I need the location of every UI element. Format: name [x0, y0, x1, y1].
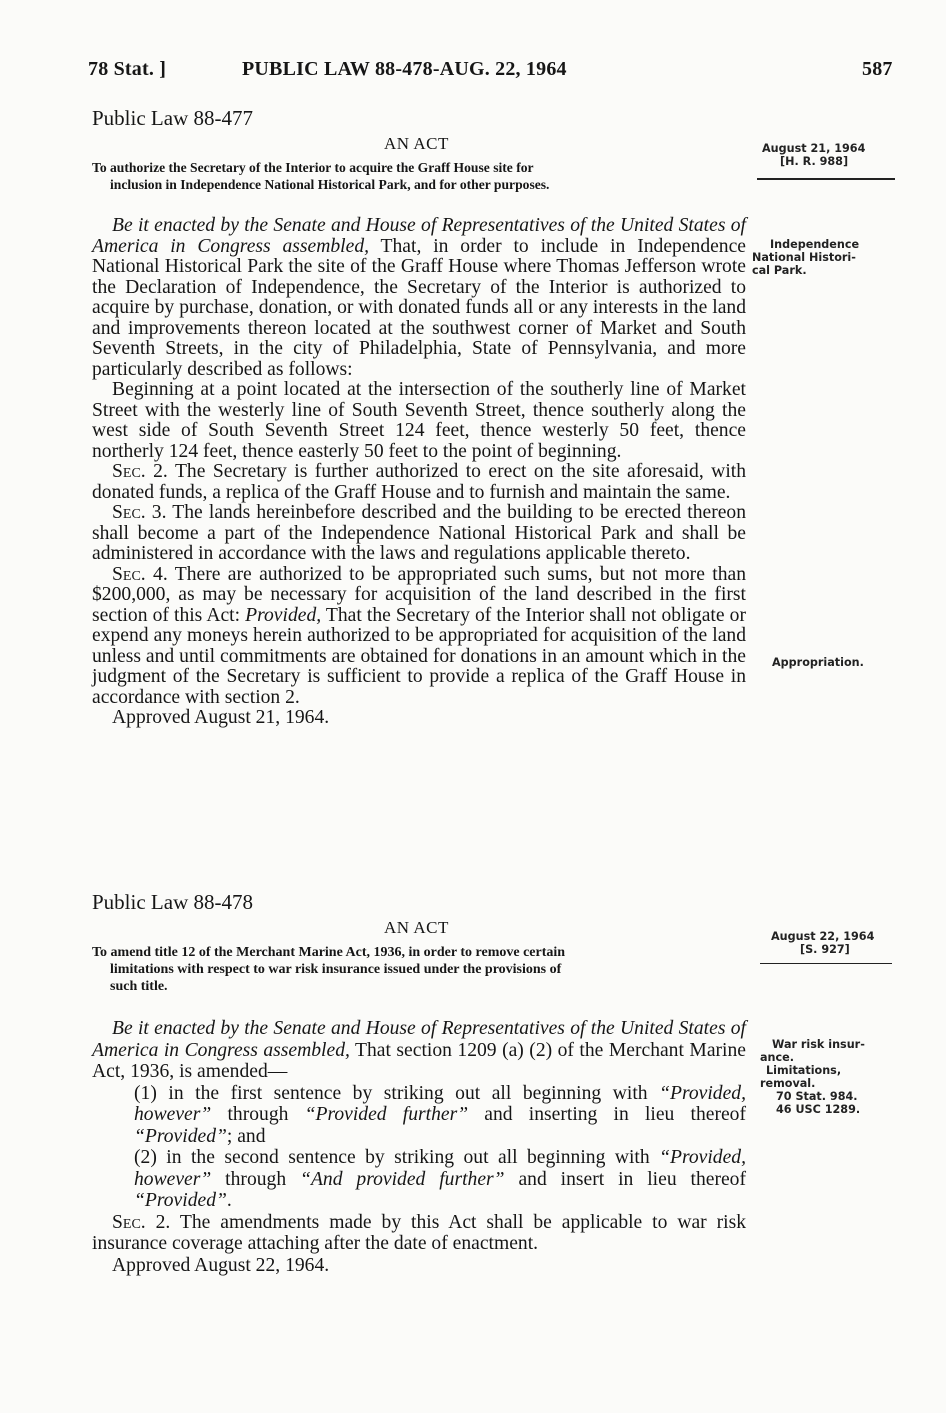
law1-sec4-provided: Provided,: [245, 604, 322, 626]
law2-approved: Approved August 22, 1964.: [112, 1254, 330, 1276]
law2-margin-date: August 22, 1964: [771, 930, 875, 943]
law1-purpose-line1: To authorize the Secretary of the Interior to acquire the Graff House site for: [92, 160, 534, 175]
law1-para1: That, in order to include in Independence National Historical Park the site of the Graff House where Thomas Jefferson wrote the Declaration of Independence, the Secretary of the Interior is authorized to acquire by purchase, donation, or with donated funds all or any interests in the land and improvements thereon located at the southwest corner of Market and South Seventh Streets, in the city of Philadelphia, State of Pennsylvania, and more particularly described as follows:: [92, 235, 746, 380]
law1-margin-rule: [757, 178, 895, 180]
law1-sec3-text: The lands hereinbefore described and the building to be erected thereon shall become a part of the Independence National Historical Park and shall be administered in accordance with the laws and regulations applicable thereto.: [92, 502, 747, 564]
law1-sec2-label: Sec. 2.: [112, 461, 168, 482]
law1-margin-bill: [H. R. 988]: [780, 155, 849, 168]
running-header-title: PUBLIC LAW 88-478-AUG. 22, 1964: [242, 58, 567, 80]
law2-item2-b: through: [211, 1168, 301, 1190]
law2-item2-c: and insert in lieu thereof: [504, 1168, 746, 1190]
law2-item1-it2: “Provided further”: [304, 1104, 469, 1125]
law1-sec3-label: Sec. 3.: [112, 502, 167, 523]
law2-margin-topic1: War risk insur-: [772, 1038, 865, 1051]
law1-purpose: [92, 159, 752, 193]
law2-item2: [92, 1147, 746, 1212]
law2-margin-bill: [S. 927]: [800, 943, 850, 956]
law1-margin-appropriation: Appropriation.: [772, 656, 864, 669]
law1-approved: Approved August 21, 1964.: [112, 707, 330, 728]
law2-body: [92, 1018, 746, 1276]
law1-sec4-label: Sec. 4.: [112, 563, 168, 585]
law2-margin-rule: [760, 963, 892, 964]
law2-item1-b: through: [211, 1104, 305, 1125]
law2-title: Public Law 88-478: [92, 890, 253, 914]
law2-sec2: [92, 1212, 746, 1255]
law2-item2-d: .: [226, 1190, 232, 1211]
law2-item2-it3: “Provided”: [134, 1190, 227, 1211]
law2-item1-d: ; and: [226, 1125, 266, 1147]
law1-title: Public Law 88-477: [92, 106, 253, 130]
law1-enacting-clause: [92, 216, 746, 380]
law1-sec4-text-a: There are authorized to be appropriated such sums, but not more than $200,000, as may be necessary for acquisition of the land described in the first section of this Act:: [92, 563, 746, 626]
law2-margin-topic2: ance.: [760, 1051, 794, 1064]
law1-enact-italic: Be it enacted by the Senate and House of Representatives of the United States of America in Congress assembled,: [92, 215, 746, 257]
law2-purpose-line2: limitations with respect to war risk insurance issued under the provisions of: [110, 962, 562, 977]
law1-sec2: [92, 462, 746, 503]
law2-sec2-text: The amendments made by this Act shall be applicable to war risk insurance coverage attaching after the date of enactment.: [92, 1211, 747, 1254]
law1-sec2-text: The Secretary is further authorized to erect on the site aforesaid, with donated funds, a replica of the Graff House and to furnish and maintain the same.: [92, 461, 746, 503]
law1-para2: Beginning at a point located at the intersection of the southerly line of Market Street with the westerly line of South Seventh Street, thence southerly along the west side of South Seventh Street 124 feet, thence westerly 50 feet, thence northerly 124 feet, thence easterly 50 feet to the point of beginning.: [92, 379, 746, 462]
law2-purpose: [92, 944, 752, 995]
law2-item1: [92, 1083, 746, 1148]
law2-item1-it3: “Provided”: [134, 1125, 227, 1147]
law2-purpose-line3: such title.: [110, 979, 168, 994]
law2-item2-it2: “And provided further”: [300, 1168, 505, 1190]
law1-margin-topic2: National Histori-: [752, 251, 856, 264]
law2-margin-topic: [760, 1038, 890, 1116]
law2-para1: That section 1209 (a) (2) of the Merchant Marine Act, 1936, is amended—: [92, 1039, 746, 1082]
law1-sec3: [92, 503, 746, 565]
law2-margin-topic3: Limitations,: [766, 1064, 842, 1077]
law2-margin-cite1: 70 Stat. 984.: [776, 1090, 858, 1103]
law2-item1-c: and inserting in lieu thereof: [468, 1104, 747, 1125]
law1-margin-topic1: Independence: [770, 238, 860, 251]
law2-sec2-label: Sec. 2.: [112, 1211, 171, 1233]
law2-item1-it1: “Provided, however”: [134, 1082, 746, 1125]
law1-margin-date: August 21, 1964: [762, 142, 866, 155]
law1-purpose-line2: inclusion in Independence National Historical Park, and for other purposes.: [110, 177, 550, 192]
running-header-left: 78 Stat. ]: [88, 58, 167, 80]
law1-body: [92, 216, 746, 729]
law1-sec4-text-b: That the Secretary of the Interior shall not obligate or expend any moneys herein authorized to be appropriated for acquisition of the land unless and until commitments are obtained for donations in an amount which in the judgment of the Secretary is sufficient to provide a replica of the Graff House in accordance with section 2.: [92, 604, 746, 708]
law2-item1-a: (1) in the first sentence by striking out all beginning with: [134, 1082, 660, 1104]
law1-sec4: [92, 565, 746, 709]
law2-an-act: AN ACT: [384, 918, 449, 937]
law2-item2-a: (2) in the second sentence by striking out all beginning with: [134, 1147, 660, 1168]
law2-margin-topic4: removal.: [760, 1077, 816, 1090]
law2-enact-italic: Be it enacted by the Senate and House of Representatives of the United States of America in Congress assembled,: [92, 1018, 746, 1061]
law2-purpose-line1: To amend title 12 of the Merchant Marine Act, 1936, in order to remove certain: [92, 945, 566, 960]
law1-an-act: AN ACT: [384, 134, 449, 153]
law2-enacting-clause: [92, 1018, 746, 1083]
law2-margin-cite2: 46 USC 1289.: [776, 1103, 861, 1116]
law1-margin-topic3: cal Park.: [752, 264, 807, 277]
law2-item2-it1: “Provided, however”: [134, 1147, 746, 1190]
law1-margin-topic: [752, 238, 882, 277]
page-number: 587: [862, 58, 893, 80]
